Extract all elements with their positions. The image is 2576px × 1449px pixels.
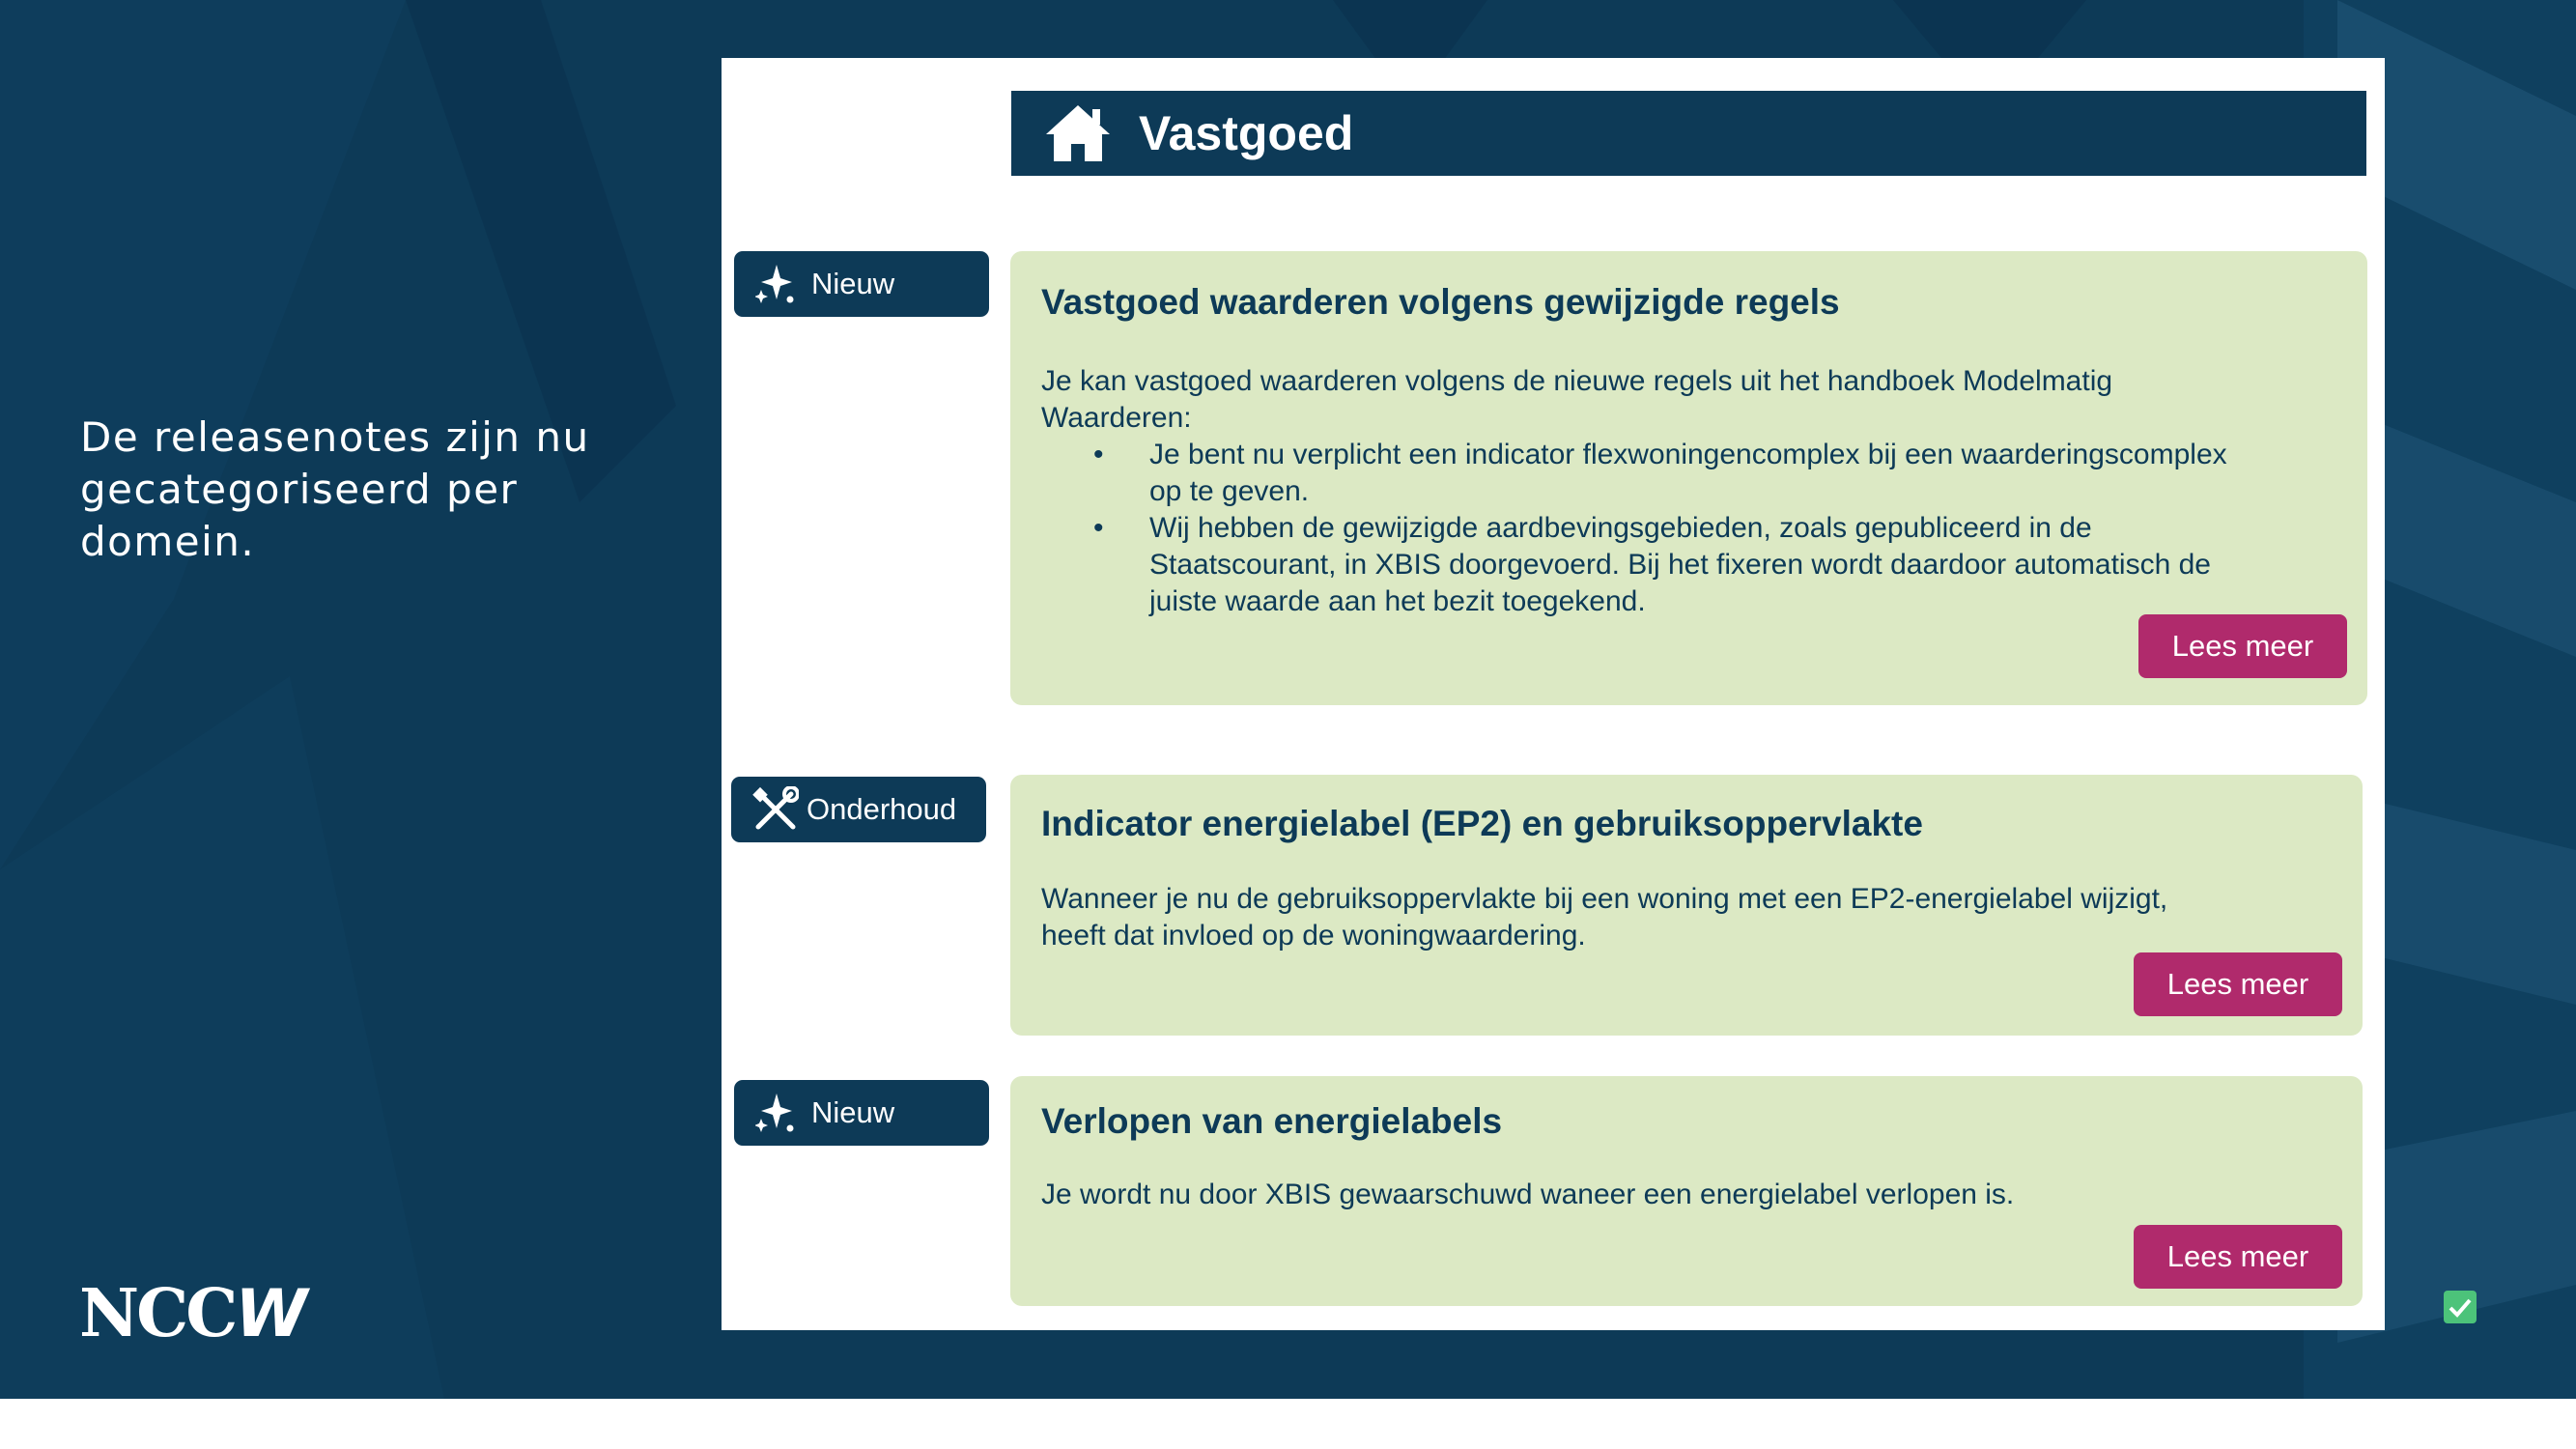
sparkle-icon [755, 1092, 794, 1134]
tag-onderhoud [731, 777, 986, 842]
body-line: Je wordt nu door XBIS gewaarschuwd waneer een energielabel verlopen is. [1041, 1179, 2015, 1210]
checkmark-icon [2444, 1291, 2477, 1323]
card-title: Verlopen van energielabels [1041, 1101, 1503, 1141]
bullet-line: juiste waarde aan het bezit toegekend. [1149, 585, 1646, 617]
releasenotes-panel [722, 58, 2385, 1330]
bullet-line: Staatscourant, in XBIS doorgevoerd. Bij het fixeren wordt daardoor automatisch de [1149, 549, 2211, 581]
release-card-verlopen-energielabels [1010, 1076, 2363, 1306]
lees-meer-button[interactable]: Lees meer [2138, 614, 2347, 678]
intro-line: Je kan vastgoed waarderen volgens de nieuwe regels uit het handboek Modelmatig [1041, 365, 2113, 397]
domain-title: Vastgoed [1139, 106, 1354, 160]
logo-text-w: W [235, 1276, 302, 1352]
lees-meer-button[interactable]: Lees meer [2134, 952, 2342, 1016]
domain-header [1011, 91, 2366, 176]
slide-caption: De releasenotes zijn nu gecategoriseerd per domein. [80, 413, 590, 565]
tag-label: Onderhoud [807, 792, 957, 826]
card-body [1041, 881, 2167, 954]
card-title: Indicator energielabel (EP2) en gebruiksoppervlakte [1041, 804, 1923, 843]
logo-text-ncc: NCC [79, 1275, 236, 1352]
bullet-list [1041, 437, 2227, 620]
tools-icon [752, 786, 799, 833]
card-body [1041, 1177, 2014, 1213]
tag-label: Nieuw [811, 1095, 895, 1129]
lees-meer-button[interactable]: Lees meer [2134, 1225, 2342, 1289]
sparkle-icon [755, 263, 794, 305]
nccw-logo [79, 1275, 301, 1353]
tag-nieuw [734, 251, 989, 317]
release-card-vastgoed-waarderen [1010, 251, 2367, 705]
card-title: Vastgoed waarderen volgens gewijzigde regels [1041, 282, 1840, 322]
intro-line: Waarderen: [1041, 402, 1192, 434]
bullet-line: op te geven. [1149, 475, 1310, 507]
bullet-line: • Je bent nu verplicht een indicator flexwoningencomplex bij een waarderingscomplex [1149, 439, 2227, 470]
list-item [1041, 510, 2227, 620]
tag-label: Nieuw [811, 267, 895, 300]
body-line: Wanneer je nu de gebruiksoppervlakte bij een woning met een EP2-energielabel wijzigt, [1041, 883, 2168, 915]
release-card-energielabel-ep2 [1010, 775, 2363, 1036]
list-item [1041, 437, 2227, 510]
body-line: heeft dat invloed op de woningwaardering. [1041, 920, 1586, 952]
bullet-line: • Wij hebben de gewijzigde aardbevingsgebieden, zoals gepubliceerd in de [1149, 512, 2092, 544]
card-body [1041, 363, 2227, 620]
house-icon [1042, 101, 1114, 165]
tag-nieuw [734, 1080, 989, 1146]
